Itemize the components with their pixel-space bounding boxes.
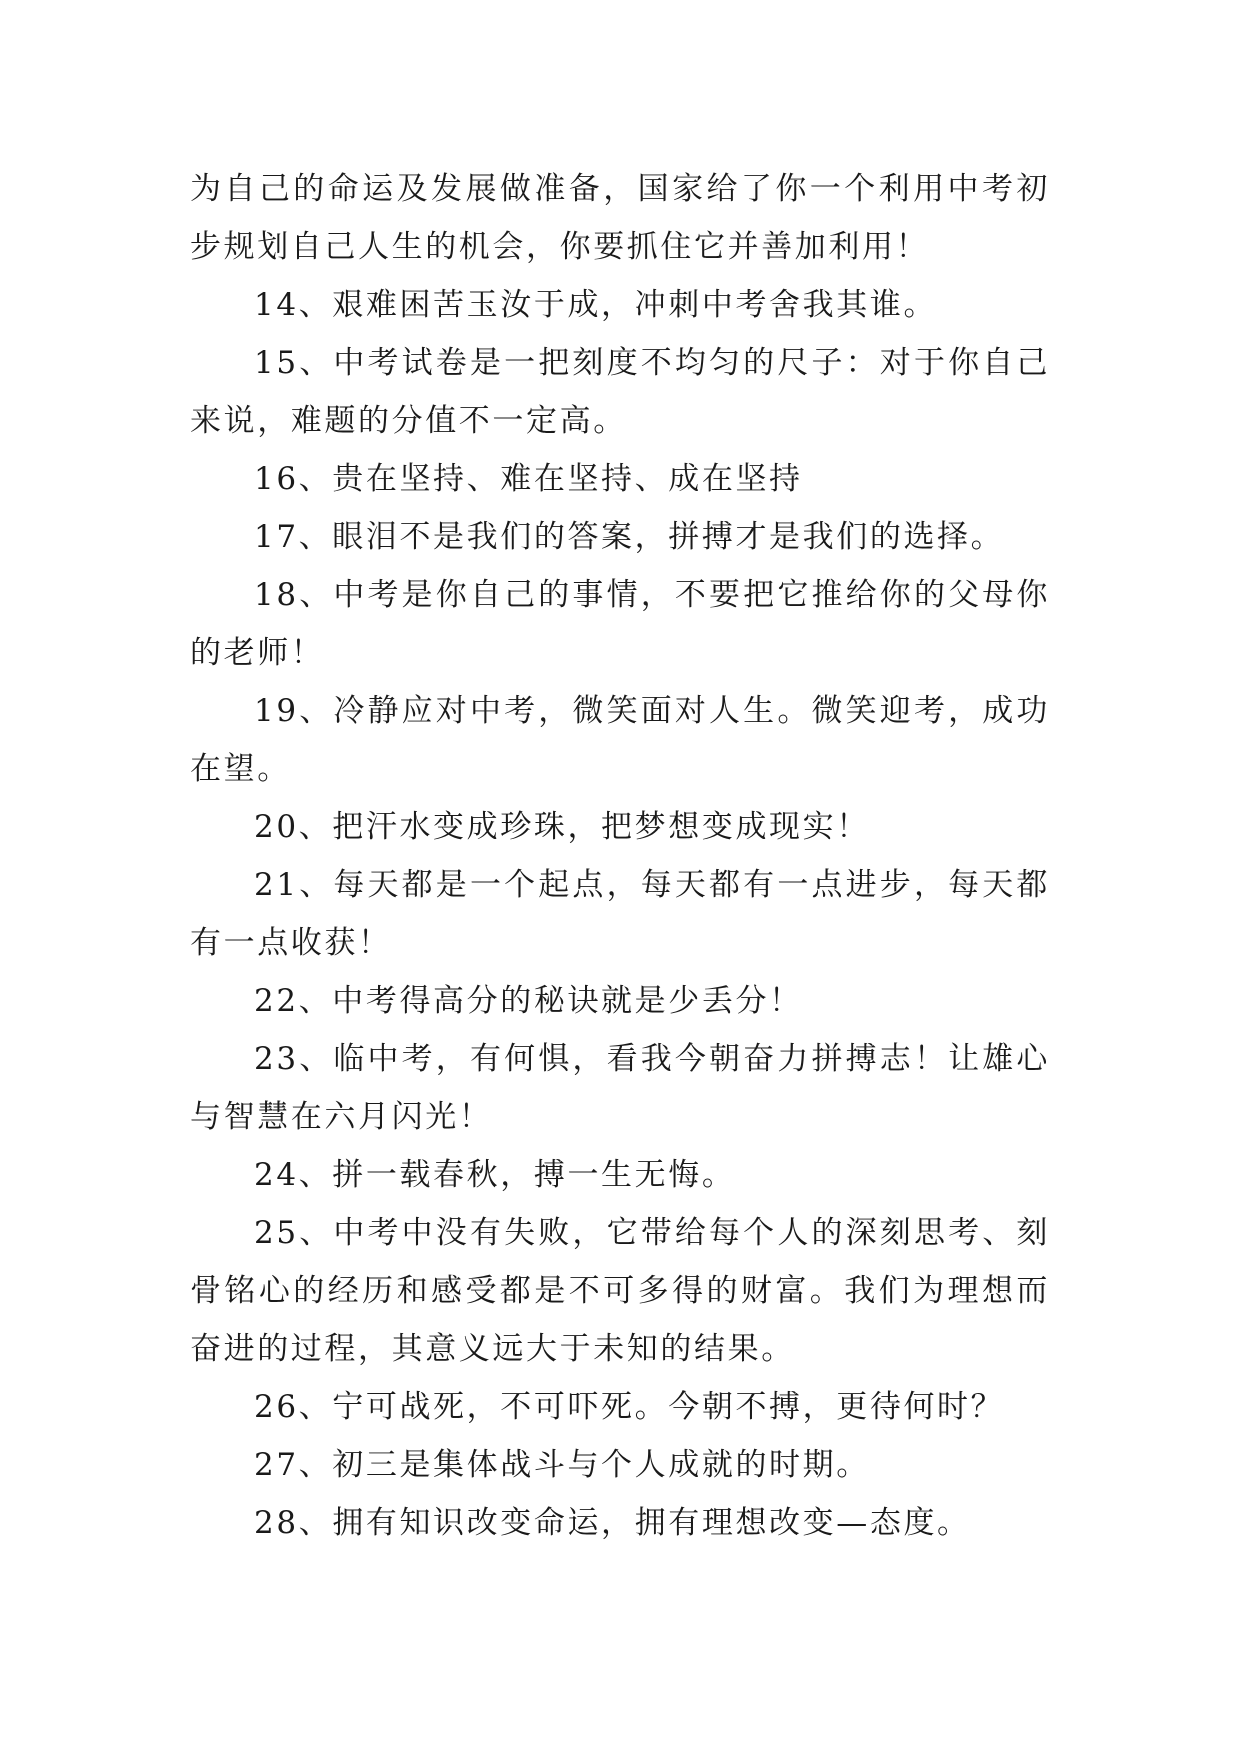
paragraph-item-15: 15、中考试卷是一把刻度不均匀的尺子：对于你自己来说，难题的分值不一定高。 xyxy=(190,345,1050,439)
paragraph-item-18: 18、中考是你自己的事情，不要把它推给你的父母你的老师！ xyxy=(190,577,1050,671)
paragraph-item-16: 16、贵在坚持、难在坚持、成在坚持 xyxy=(254,461,803,497)
paragraph-item-23: 23、临中考，有何惧，看我今朝奋力拼搏志！让雄心与智慧在六月闪光！ xyxy=(190,1041,1050,1135)
paragraph-item-17: 17、眼泪不是我们的答案，拼搏才是我们的选择。 xyxy=(254,519,1005,555)
paragraph-item-25: 25、中考中没有失败，它带给每个人的深刻思考、刻骨铭心的经历和感受都是不可多得的财富。我们为理想而奋进的过程，其意义远大于未知的结果。 xyxy=(190,1215,1050,1367)
paragraph-item-19: 19、冷静应对中考，微笑面对人生。微笑迎考，成功在望。 xyxy=(190,693,1050,787)
paragraph-item-27: 27、初三是集体战斗与个人成就的时期。 xyxy=(254,1447,870,1483)
paragraph-item-24: 24、拼一载春秋，搏一生无悔。 xyxy=(254,1157,736,1193)
paragraph-item-22: 22、中考得高分的秘诀就是少丢分！ xyxy=(254,983,803,1019)
paragraph-item-28: 28、拥有知识改变命运，拥有理想改变—态度。 xyxy=(254,1505,971,1541)
paragraph-item-20: 20、把汗水变成珍珠，把梦想变成现实！ xyxy=(254,809,870,845)
paragraph-item-21: 21、每天都是一个起点，每天都有一点进步，每天都有一点收获！ xyxy=(190,867,1050,961)
paragraph-continuation: 为自己的命运及发展做准备，国家给了你一个利用中考初步规划自己人生的机会，你要抓住它并善加利用！ xyxy=(190,171,1050,265)
document-body xyxy=(190,160,1050,1552)
paragraph-item-14: 14、艰难困苦玉汝于成，冲刺中考舍我其谁。 xyxy=(254,287,938,323)
paragraph-item-26: 26、宁可战死，不可吓死。今朝不搏，更待何时？ xyxy=(254,1389,1005,1425)
